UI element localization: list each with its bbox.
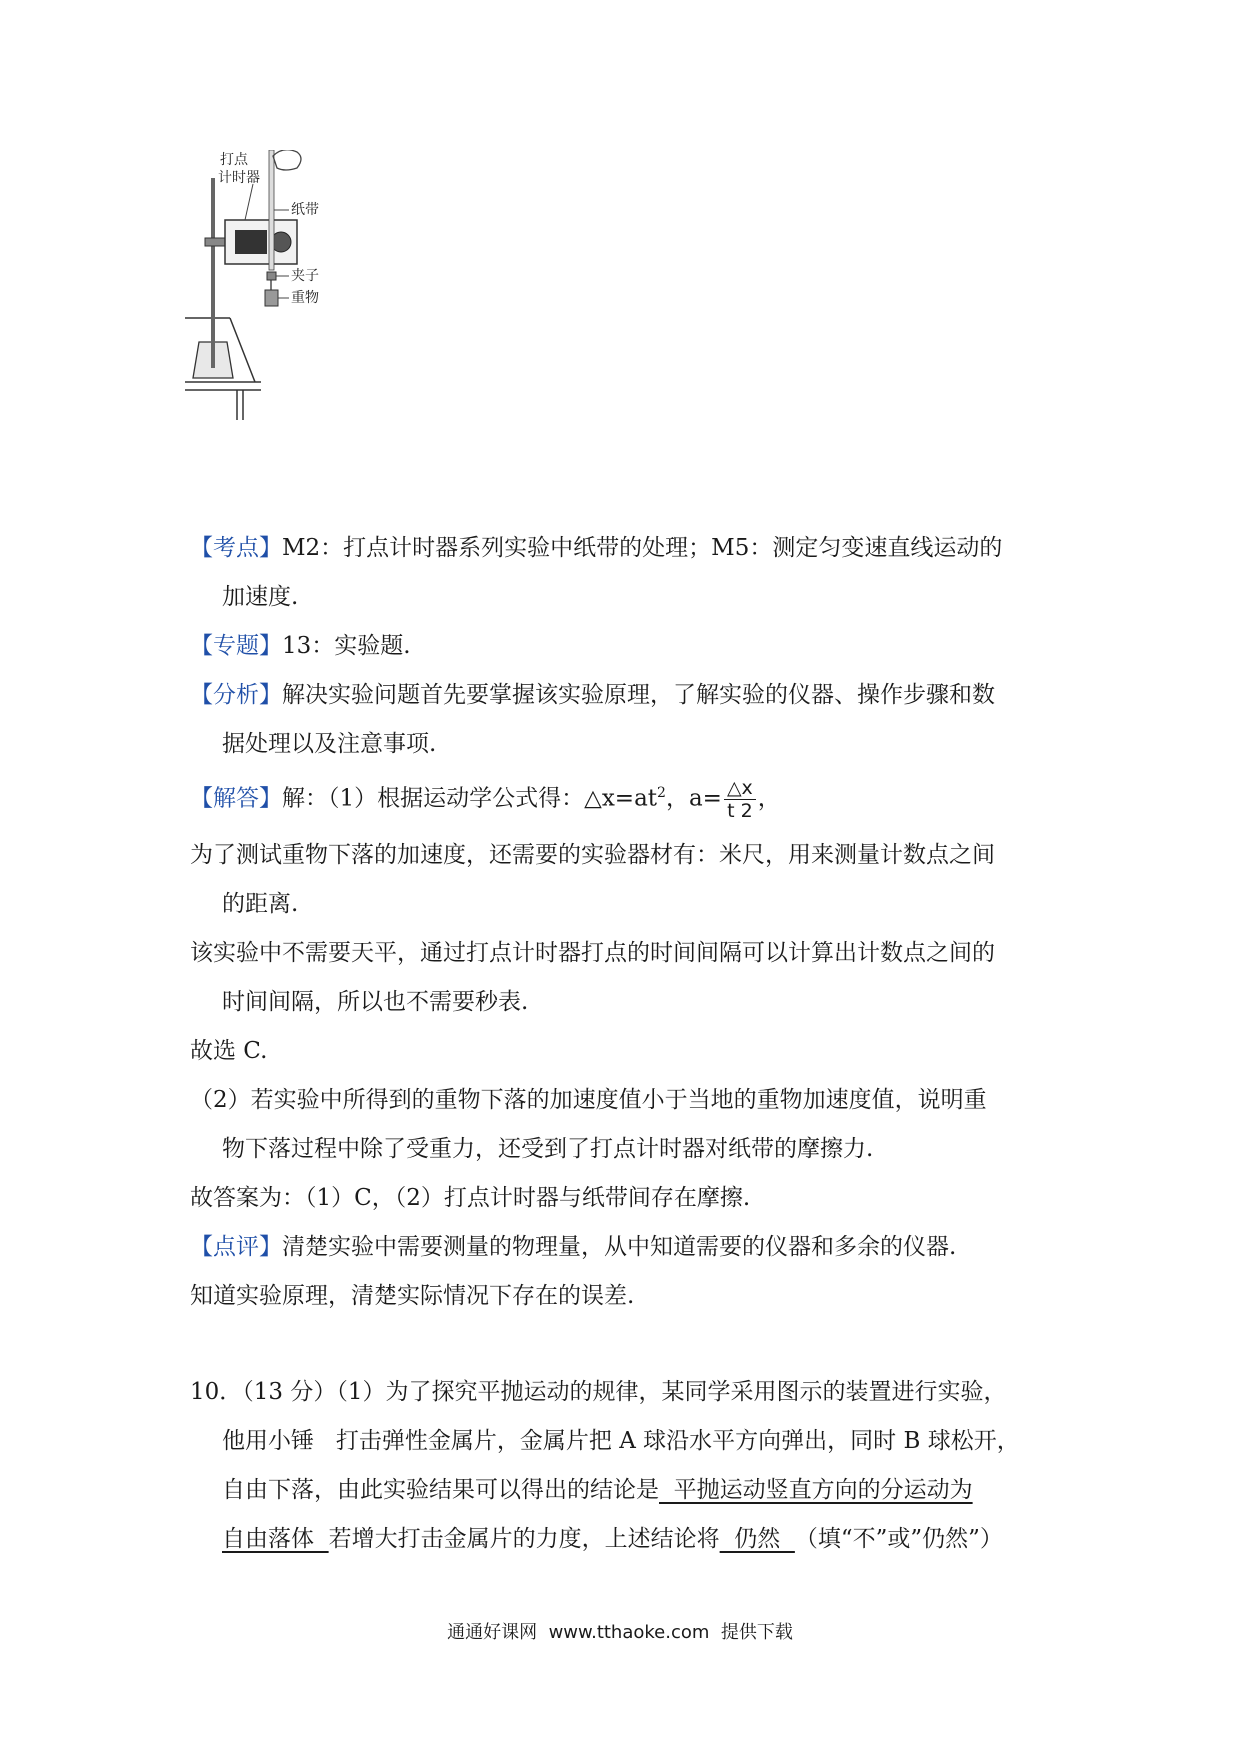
jieda-mid: ，a= xyxy=(665,785,722,812)
body-p1b: 的距离. xyxy=(222,891,299,917)
zhuanti-line xyxy=(190,631,411,661)
weight-label: 重物 xyxy=(291,290,319,306)
fenxi-text-continued: 据处理以及注意事项. xyxy=(222,731,437,757)
q10-line2: 他用小锤 打击弹性金属片，金属片把 A 球沿水平方向弹出，同时 B 球松开， xyxy=(222,1428,1020,1454)
zhuanti-text: 13：实验题. xyxy=(282,633,411,659)
body-p4a: （2）若实验中所得到的重物下落的加速度值小于当地的重物加速度值，说明重 xyxy=(190,1087,987,1113)
fenxi-line xyxy=(190,680,995,710)
apparatus-figure xyxy=(185,150,395,480)
dianping-tag: 【点评】 xyxy=(190,1234,282,1260)
body-p1a: 为了测试重物下落的加速度，还需要的实验器材有：米尺，用来测量计数点之间 xyxy=(190,842,995,868)
body-p3: 故选 C. xyxy=(190,1038,268,1064)
jieda-tag: 【解答】 xyxy=(190,785,282,812)
q10-line4 xyxy=(222,1524,1003,1554)
jieda-line xyxy=(190,768,781,824)
dianping-line xyxy=(190,1232,956,1262)
zhuanti-tag: 【专题】 xyxy=(190,633,282,659)
page-footer: 通通好课网 www.tthaoke.com 提供下载 xyxy=(447,1622,793,1643)
timer-apparatus-drawing xyxy=(185,150,395,480)
timer-label-line1: 打点 xyxy=(220,152,248,168)
q10-answer-blank2: 仍然 xyxy=(719,1526,795,1552)
kaodian-text: M2：打点计时器系列实验中纸带的处理；M5：测定匀变速直线运动的 xyxy=(282,535,1003,561)
kaodian-line xyxy=(190,533,1002,563)
q10-line4-mid: 若增大打击金属片的力度，上述结论将 xyxy=(328,1526,720,1552)
q10-answer-part2: 自由落体 xyxy=(222,1526,329,1552)
body-p2a: 该实验中不需要天平，通过打点计时器打点的时间间隔可以计算出计数点之间的 xyxy=(190,940,995,966)
timer-label-line2: 计时器 xyxy=(218,170,260,186)
fraction-numerator: △x xyxy=(724,777,756,800)
body-p5: 故答案为：（1）C，（2）打点计时器与纸带间存在摩擦. xyxy=(190,1185,751,1211)
acceleration-fraction xyxy=(724,777,756,822)
q10-line1: 10．（13 分）（1）为了探究平抛运动的规律，某同学采用图示的装置进行实验， xyxy=(190,1379,1007,1405)
dianping-text-continued: 知道实验原理，清楚实际情况下存在的误差. xyxy=(190,1283,635,1309)
jieda-tail: ， xyxy=(757,785,781,812)
q10-line4-tail: （填“不”或”仍然”） xyxy=(794,1526,1003,1552)
fenxi-tag: 【分析】 xyxy=(190,682,282,708)
q10-answer-part1: 平抛运动竖直方向的分运动为 xyxy=(659,1477,973,1503)
q10-line3-prefix: 自由下落，由此实验结果可以得出的结论是 xyxy=(222,1477,659,1503)
clip-label: 夹子 xyxy=(291,268,319,284)
tape-label: 纸带 xyxy=(291,202,319,218)
kaodian-tag: 【考点】 xyxy=(190,535,282,561)
body-p4b: 物下落过程中除了受重力，还受到了打点计时器对纸带的摩擦力. xyxy=(222,1136,874,1162)
dianping-text: 清楚实验中需要测量的物理量，从中知道需要的仪器和多余的仪器. xyxy=(282,1234,957,1260)
q10-line3 xyxy=(222,1475,973,1505)
fenxi-text: 解决实验问题首先要掌握该实验原理，了解实验的仪器、操作步骤和数 xyxy=(282,682,995,708)
jieda-exponent: 2 xyxy=(657,785,666,801)
fraction-denominator: t 2 xyxy=(727,800,753,823)
jieda-lead: 解：（1）根据运动学公式得：△x=at xyxy=(282,785,658,812)
kaodian-text-continued: 加速度. xyxy=(222,584,299,610)
body-p2b: 时间间隔，所以也不需要秒表. xyxy=(222,989,529,1015)
